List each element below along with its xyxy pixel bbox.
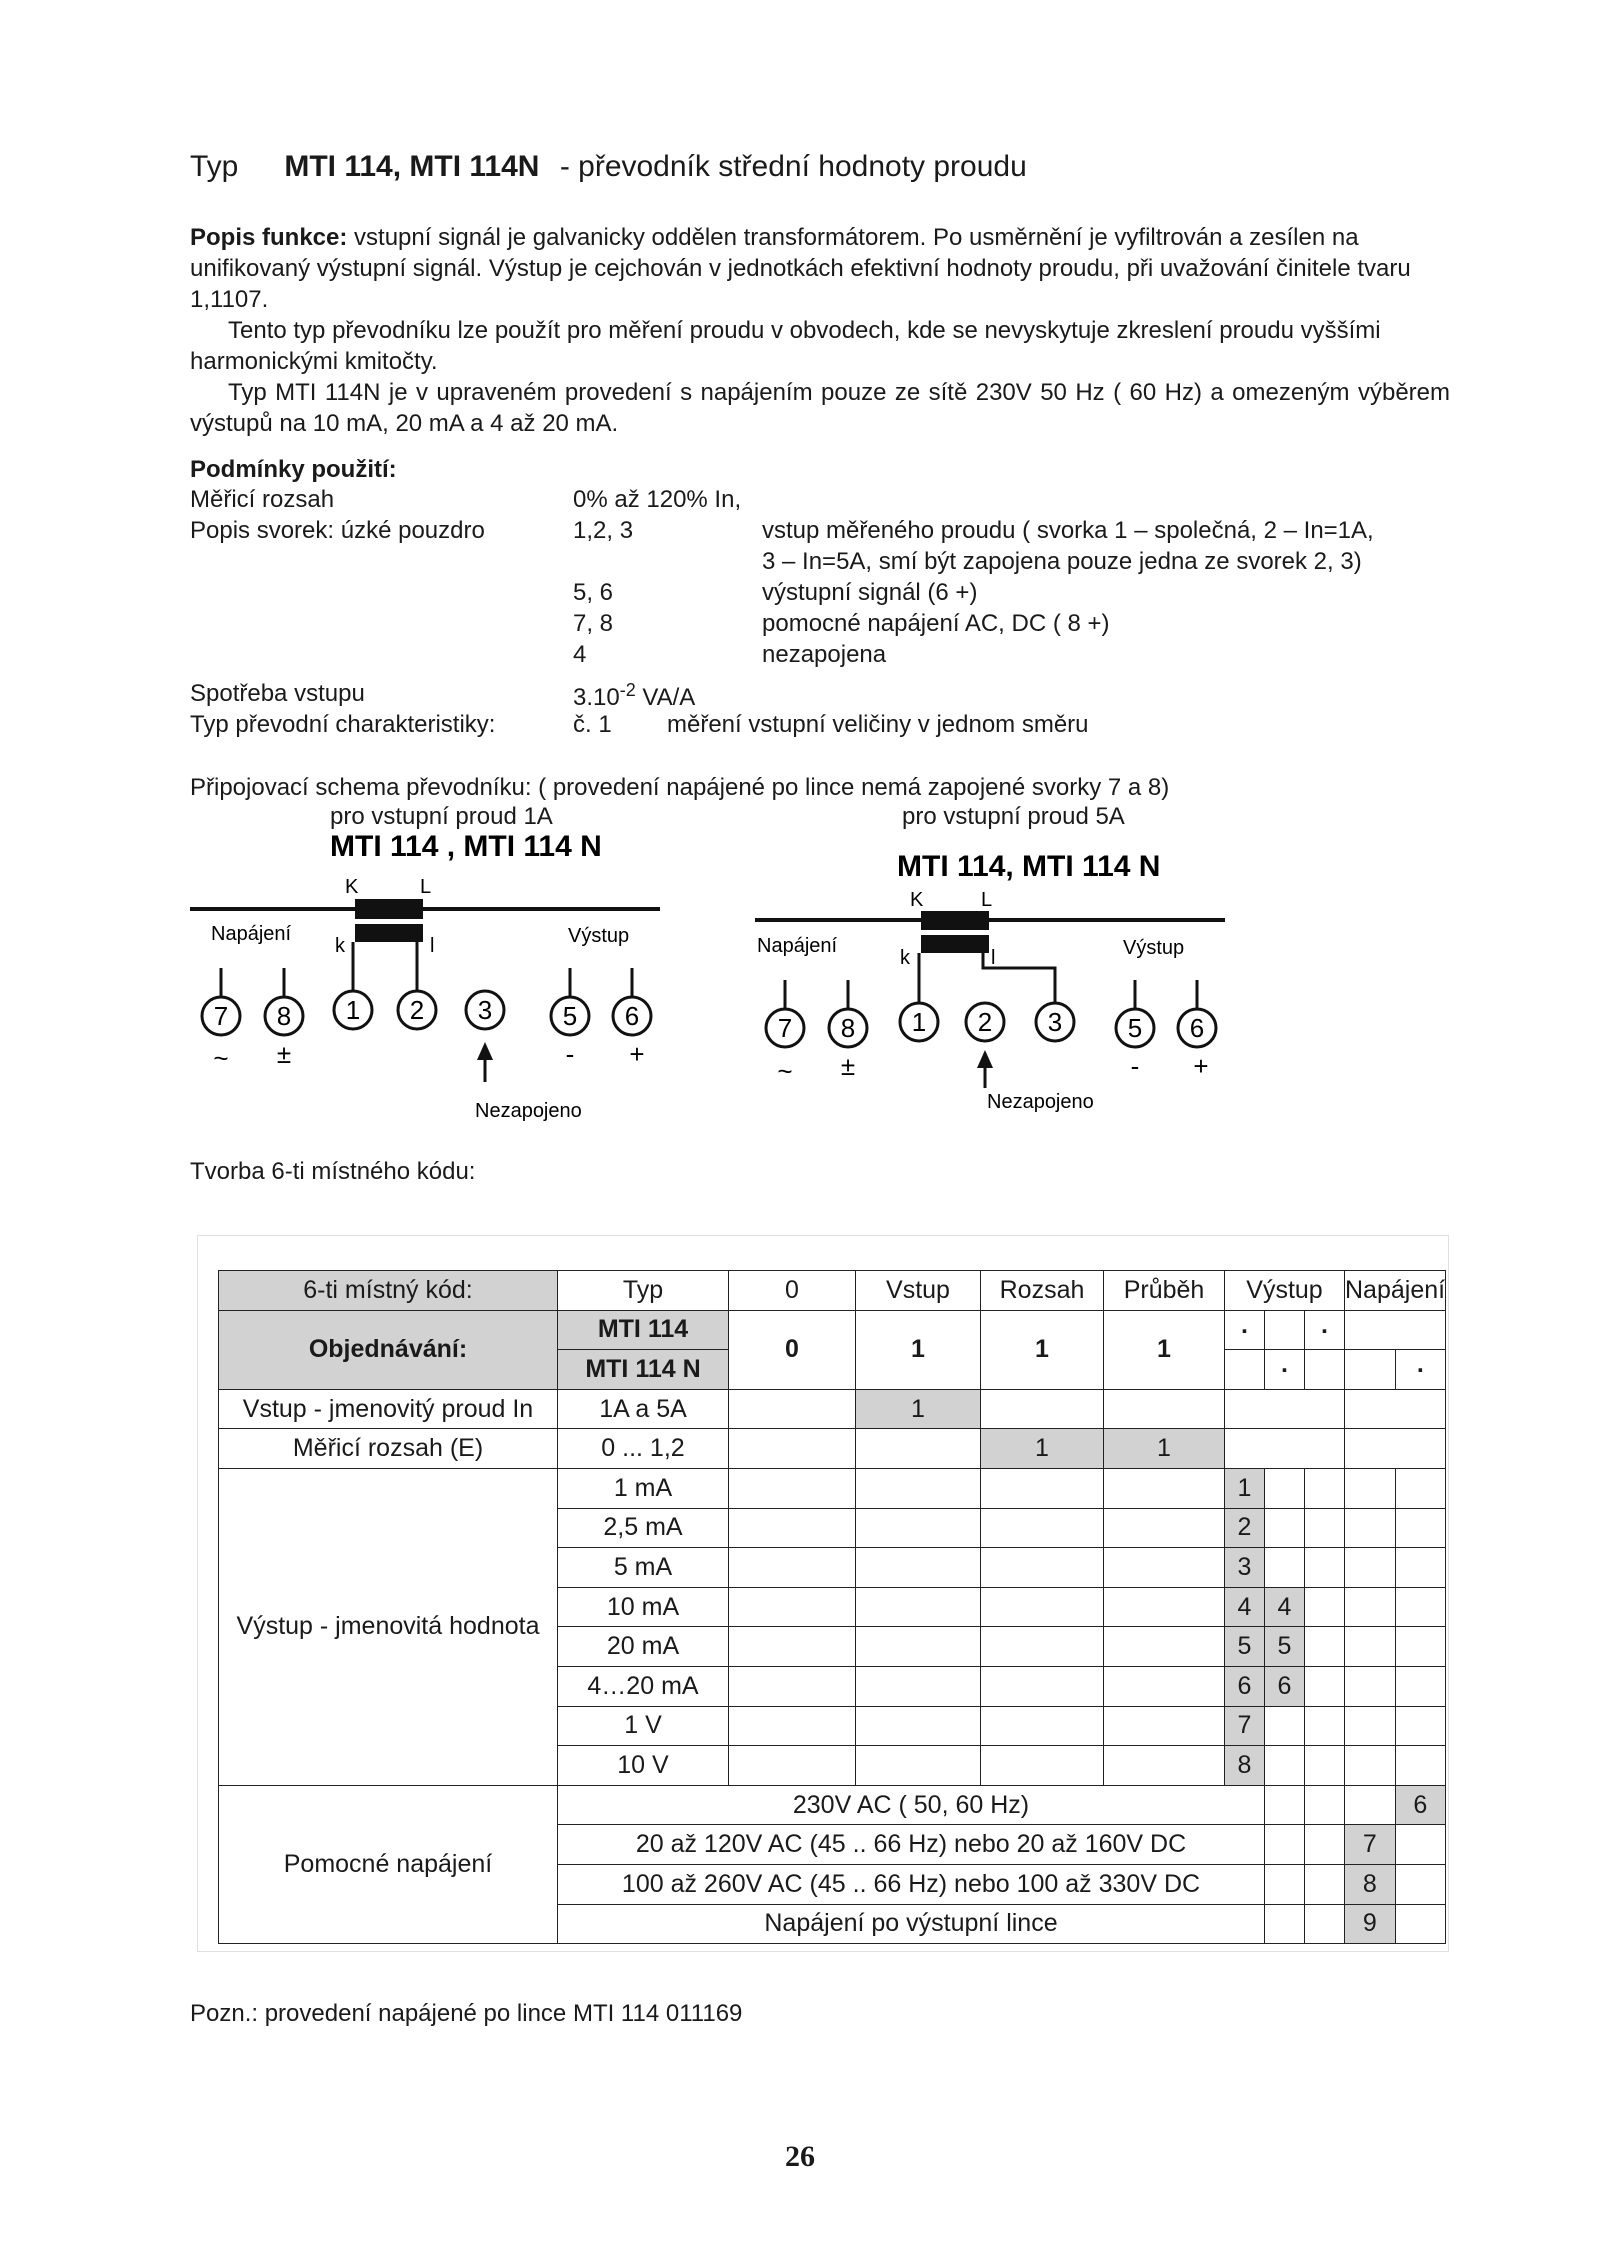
row-label: Vstup - jmenovitý proud In <box>219 1389 558 1429</box>
output-value: 2,5 mA <box>558 1508 729 1548</box>
code-cell: 1 <box>981 1429 1104 1469</box>
code-cell: 3 <box>1225 1548 1265 1588</box>
description-text-1: vstupní signál je galvanicky oddělen transformátorem. Po usměrnění je vyfiltrován a zesílen na unifikovaný výstupní signál. Výstup je cejchován v jednotkách efektivní hodnoty proudu, při uvažování činitele tvaru 1,1107. <box>190 224 1411 313</box>
power-label: Napájení <box>211 923 292 945</box>
order-code-table <box>218 1270 1446 1944</box>
left-caption: pro vstupní proud 1A <box>330 803 553 830</box>
wiring-diagram-1a <box>185 820 685 1130</box>
symbol-plusminus: ± <box>276 1039 292 1069</box>
code-cell: 5 <box>1225 1627 1265 1667</box>
order-dot: . <box>1225 1310 1265 1350</box>
terminal-8: 8 <box>840 1013 856 1043</box>
symbol-plus: + <box>1193 1051 1209 1081</box>
transformer-secondary <box>921 935 989 953</box>
table-header-row <box>219 1271 1446 1311</box>
order-dot: . <box>1305 1310 1345 1350</box>
code-cell <box>1265 1508 1305 1548</box>
label-K: K <box>345 876 359 898</box>
characteristic-label: Typ převodní charakteristiky: <box>190 711 496 738</box>
supply-value: 100 až 260V AC (45 .. 66 Hz) nebo 100 až 330V DC <box>558 1864 1265 1904</box>
empty-cell <box>729 1389 856 1429</box>
terminal-3: 3 <box>477 995 493 1025</box>
characteristic-value: č. 1 <box>573 711 612 738</box>
terminal-6: 6 <box>1189 1013 1205 1043</box>
terminal-pins: 1,2, 3 <box>573 517 634 544</box>
code-cell: 1 <box>856 1389 981 1429</box>
code-cell: 6 <box>1265 1666 1305 1706</box>
description-paragraph-2 <box>190 315 1450 377</box>
table-row <box>219 1785 1446 1825</box>
description-text-3: Typ MTI 114N je v upraveném provedení s napájením pouze ze sítě 230V 50 Hz ( 60 Hz) a omezeným výběrem výstupů na 10 mA, 20 mA a 4 až 20 mA. <box>190 379 1450 437</box>
header-cell: Vstup <box>856 1271 981 1311</box>
output-value: 1 mA <box>558 1468 729 1508</box>
terminal-1: 1 <box>911 1007 927 1037</box>
terminal-pins: 7, 8 <box>573 610 614 637</box>
code-cell: 6 <box>1225 1666 1265 1706</box>
code-cell: 8 <box>1225 1746 1265 1786</box>
output-label: Výstup <box>1123 937 1185 959</box>
transformer-secondary <box>355 924 423 942</box>
empty-cell <box>856 1429 981 1469</box>
order-code: 1 <box>856 1310 981 1389</box>
title-models: MTI 114, MTI 114N <box>284 150 540 183</box>
page-title <box>190 150 1027 184</box>
row-type: 1A a 5A <box>558 1389 729 1429</box>
terminal-5: 5 <box>562 1001 578 1031</box>
transformer-primary <box>355 899 423 919</box>
consumption-exponent: -2 <box>619 680 636 700</box>
terminals-label: Popis svorek: úzké pouzdro <box>190 517 485 544</box>
code-cell <box>1265 1746 1305 1786</box>
header-cell: Rozsah <box>981 1271 1104 1311</box>
row-label: Měřicí rozsah (E) <box>219 1429 558 1469</box>
consumption-value <box>573 680 695 712</box>
symbol-ac: ~ <box>213 1043 229 1073</box>
unconnected-label: Nezapojeno <box>475 1100 582 1122</box>
table-row <box>219 1389 1446 1429</box>
empty-cell <box>1104 1389 1225 1429</box>
header-cell: Typ <box>558 1271 729 1311</box>
label-L: L <box>981 889 993 911</box>
code-cell: 9 <box>1345 1904 1396 1944</box>
terminal-2: 2 <box>977 1007 993 1037</box>
terminal-desc: pomocné napájení AC, DC ( 8 +) <box>762 610 1110 637</box>
empty-cell <box>1345 1429 1446 1469</box>
output-label: Výstup <box>568 925 630 947</box>
output-value: 4…20 mA <box>558 1666 729 1706</box>
order-dot: . <box>1395 1350 1446 1390</box>
diagram-model-label: MTI 114 , MTI 114 N <box>330 830 602 863</box>
symbol-minus: - <box>1130 1051 1140 1081</box>
terminal-pins: 4 <box>573 641 587 668</box>
wiring-diagram-5a <box>745 840 1245 1130</box>
code-heading: Tvorba 6-ti místného kódu: <box>190 1158 476 1185</box>
code-cell: 8 <box>1345 1864 1396 1904</box>
consumption-base: 3.10 <box>573 684 620 711</box>
code-cell: 5 <box>1265 1627 1305 1667</box>
code-cell: 7 <box>1345 1825 1396 1865</box>
code-cell: 1 <box>1225 1468 1265 1508</box>
footnote: Pozn.: provedení napájené po lince MTI 114 011169 <box>190 2000 743 2027</box>
order-code: 1 <box>981 1310 1104 1389</box>
empty-cell <box>1345 1350 1396 1390</box>
table-row <box>219 1310 1446 1350</box>
supply-value: 230V AC ( 50, 60 Hz) <box>558 1785 1265 1825</box>
row-label: Pomocné napájení <box>219 1785 558 1943</box>
label-L: L <box>420 876 432 898</box>
label-K: K <box>910 889 924 911</box>
symbol-plusminus: ± <box>840 1051 856 1081</box>
row-label: Výstup - jmenovitá hodnota <box>219 1468 558 1785</box>
row-type: 0 ... 1,2 <box>558 1429 729 1469</box>
page-number: 26 <box>785 2140 815 2173</box>
code-cell: 4 <box>1225 1587 1265 1627</box>
output-value: 1 V <box>558 1706 729 1746</box>
order-label: Objednávání: <box>219 1310 558 1389</box>
header-cell: Výstup <box>1225 1271 1345 1311</box>
description-paragraph-1 <box>190 222 1450 315</box>
empty-cell <box>1305 1350 1345 1390</box>
header-cell: 0 <box>729 1271 856 1311</box>
header-cell: Napájení <box>1345 1271 1446 1311</box>
empty-cell <box>1345 1389 1446 1429</box>
symbol-minus: - <box>565 1039 575 1069</box>
conditions-heading: Podmínky použití: <box>190 456 397 483</box>
terminal-desc: vstup měřeného proudu ( svorka 1 – společná, 2 – In=1A, <box>762 517 1374 544</box>
code-cell <box>1265 1468 1305 1508</box>
empty-cell <box>1225 1350 1265 1390</box>
terminal-6: 6 <box>624 1001 640 1031</box>
terminal-3: 3 <box>1047 1007 1063 1037</box>
label-k: k <box>335 935 345 957</box>
supply-value: Napájení po výstupní lince <box>558 1904 1265 1944</box>
terminal-pins: 5, 6 <box>573 579 614 606</box>
code-cell: 1 <box>1104 1429 1225 1469</box>
supply-value: 20 až 120V AC (45 .. 66 Hz) nebo 20 až 160V DC <box>558 1825 1265 1865</box>
terminal-7: 7 <box>213 1001 229 1031</box>
terminal-5: 5 <box>1127 1013 1143 1043</box>
code-cell: 4 <box>1265 1587 1305 1627</box>
output-value: 20 mA <box>558 1627 729 1667</box>
code-cell: 7 <box>1225 1706 1265 1746</box>
empty-cell <box>729 1429 856 1469</box>
table-row <box>219 1468 1446 1508</box>
header-cell: Průběh <box>1104 1271 1225 1311</box>
code-cell: 6 <box>1395 1785 1446 1825</box>
right-caption: pro vstupní proud 5A <box>902 803 1125 830</box>
label-k: k <box>900 947 910 969</box>
range-label: Měřicí rozsah <box>190 486 335 513</box>
empty-cell <box>1345 1310 1446 1350</box>
empty-cell <box>1225 1389 1345 1429</box>
consumption-unit: VA/A <box>635 684 696 711</box>
arrow-up-icon <box>477 1042 493 1060</box>
code-cell <box>1265 1548 1305 1588</box>
arrow-up-icon <box>977 1050 993 1068</box>
order-dot: . <box>1265 1350 1305 1390</box>
terminal-2: 2 <box>409 995 425 1025</box>
range-value: 0% až 120% In, <box>573 486 742 513</box>
empty-cell <box>981 1389 1104 1429</box>
transformer-primary <box>921 911 989 930</box>
terminal-desc-cont: 3 – In=5A, smí být zapojena pouze jedna ze svorek 2, 3) <box>762 548 1362 575</box>
code-cell: 2 <box>1225 1508 1265 1548</box>
title-suffix: - převodník střední hodnoty proudu <box>559 150 1027 183</box>
terminal-1: 1 <box>345 995 361 1025</box>
description-label: Popis funkce: <box>190 224 348 251</box>
consumption-label: Spotřeba vstupu <box>190 680 365 707</box>
symbol-plus: + <box>629 1039 645 1069</box>
label-l: l <box>430 935 435 957</box>
characteristic-desc: měření vstupní veličiny v jednom směru <box>667 711 1089 738</box>
description-text-2: Tento typ převodníku lze použít pro měření proudu v obvodech, kde se nevyskytuje zkreslení proudu vyššími harmonickými kmitočty. <box>190 317 1381 375</box>
diagram-model-label: MTI 114, MTI 114 N <box>897 850 1161 883</box>
output-value: 10 mA <box>558 1587 729 1627</box>
order-type: MTI 114 N <box>558 1350 729 1390</box>
order-code: 1 <box>1104 1310 1225 1389</box>
empty-cell <box>1265 1310 1305 1350</box>
terminal-desc: výstupní signál (6 +) <box>762 579 978 606</box>
output-value: 5 mA <box>558 1548 729 1588</box>
label-l: l <box>991 947 996 969</box>
output-value: 10 V <box>558 1746 729 1786</box>
empty-cell <box>1225 1429 1345 1469</box>
connection-heading: Připojovací schema převodníku: ( provedení napájené po lince nemá zapojené svorky 7 a 8) <box>190 774 1170 801</box>
header-cell: 6-ti místný kód: <box>219 1271 558 1311</box>
power-label: Napájení <box>757 935 838 957</box>
terminal-desc: nezapojena <box>762 641 887 668</box>
table-row <box>219 1429 1446 1469</box>
order-code: 0 <box>729 1310 856 1389</box>
terminal-7: 7 <box>777 1013 793 1043</box>
code-cell <box>1265 1706 1305 1746</box>
terminal-8: 8 <box>276 1001 292 1031</box>
title-prefix: Typ <box>190 150 239 183</box>
description-paragraph-3 <box>190 377 1450 439</box>
order-type: MTI 114 <box>558 1310 729 1350</box>
symbol-ac: ~ <box>777 1056 793 1086</box>
unconnected-label: Nezapojeno <box>987 1091 1094 1113</box>
